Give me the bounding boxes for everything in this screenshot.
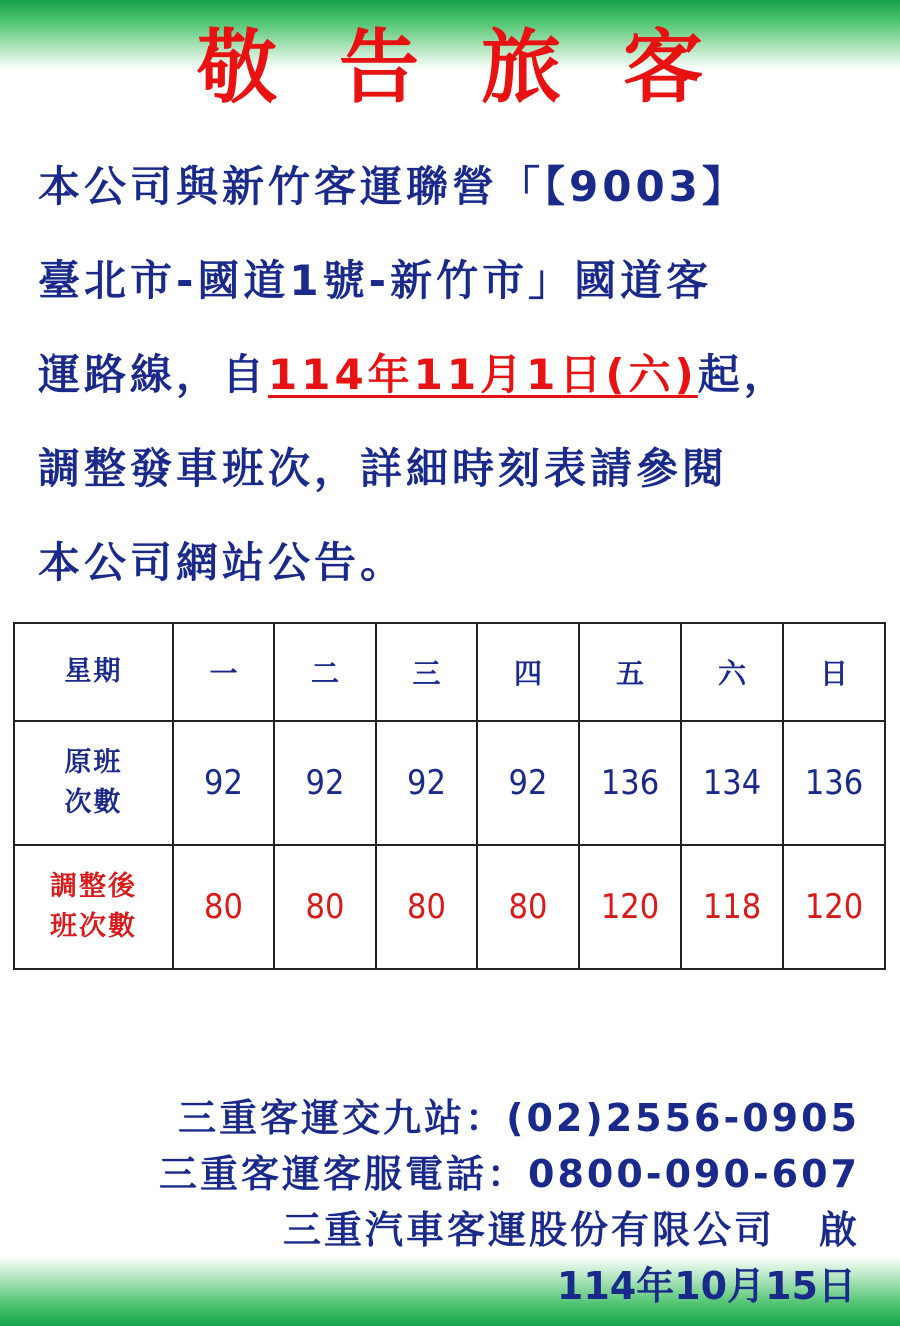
notice-line-3-suffix: 起， [697,350,790,399]
notice-line-3-prefix: 運路線，自 [38,350,269,399]
original-trips-cell: 136 [579,721,681,845]
notice-line-4: 調整發車班次，詳細時刻表請參閱 [38,444,729,493]
adjusted-trips-cell: 80 [477,845,579,969]
adjusted-trips-label: 調整後 班次數 [14,845,173,969]
weekday-cell: 四 [477,623,579,721]
notice-line-3 [38,328,868,422]
weekday-cell: 三 [376,623,477,721]
adjusted-trips-cell: 80 [173,845,274,969]
original-trips-cell: 92 [274,721,376,845]
adjusted-trips-cell: 80 [376,845,477,969]
original-trips-row [14,721,885,845]
adjusted-trips-cell: 120 [783,845,885,969]
weekday-cell: 日 [783,623,885,721]
original-trips-cell: 92 [173,721,274,845]
original-trips-cell: 92 [477,721,579,845]
notice-line-1: 本公司與新竹客運聯營「【9003】 [38,162,748,211]
weekday-cell: 五 [579,623,681,721]
signoff: 啟 [818,1208,860,1252]
table-header-row [14,623,885,721]
notice-date: 114年10月15日 [556,1264,856,1308]
adjusted-trips-row [14,845,885,969]
weekday-header-label: 星期 [14,623,173,721]
company-name: 三重汽車客運股份有限公司 [282,1208,775,1252]
original-trips-cell: 136 [783,721,885,845]
adjusted-trips-cell: 118 [681,845,783,969]
adjusted-trips-cell: 120 [579,845,681,969]
notice-line-5: 本公司網站公告。 [38,538,407,587]
weekday-cell: 六 [681,623,783,721]
adjusted-trips-cell: 80 [274,845,376,969]
contact-footer [159,1090,860,1314]
effective-date-highlight: 114年11月1日(六) [268,350,698,399]
notice-title: 敬告旅客 [197,21,765,114]
station-phone: 三重客運交九站：(02)2556-0905 [178,1096,860,1140]
schedule-table [13,622,886,970]
customer-service-phone: 三重客運客服電話：0800-090-607 [159,1152,860,1196]
original-trips-label: 原班 次數 [14,721,173,845]
company-signature [159,1202,860,1258]
original-trips-cell: 92 [376,721,477,845]
weekday-cell: 一 [173,623,274,721]
original-trips-cell: 134 [681,721,783,845]
notice-line-2: 臺北市-國道1號-新竹市」國道客 [38,256,713,305]
weekday-cell: 二 [274,623,376,721]
notice-body [38,140,868,610]
